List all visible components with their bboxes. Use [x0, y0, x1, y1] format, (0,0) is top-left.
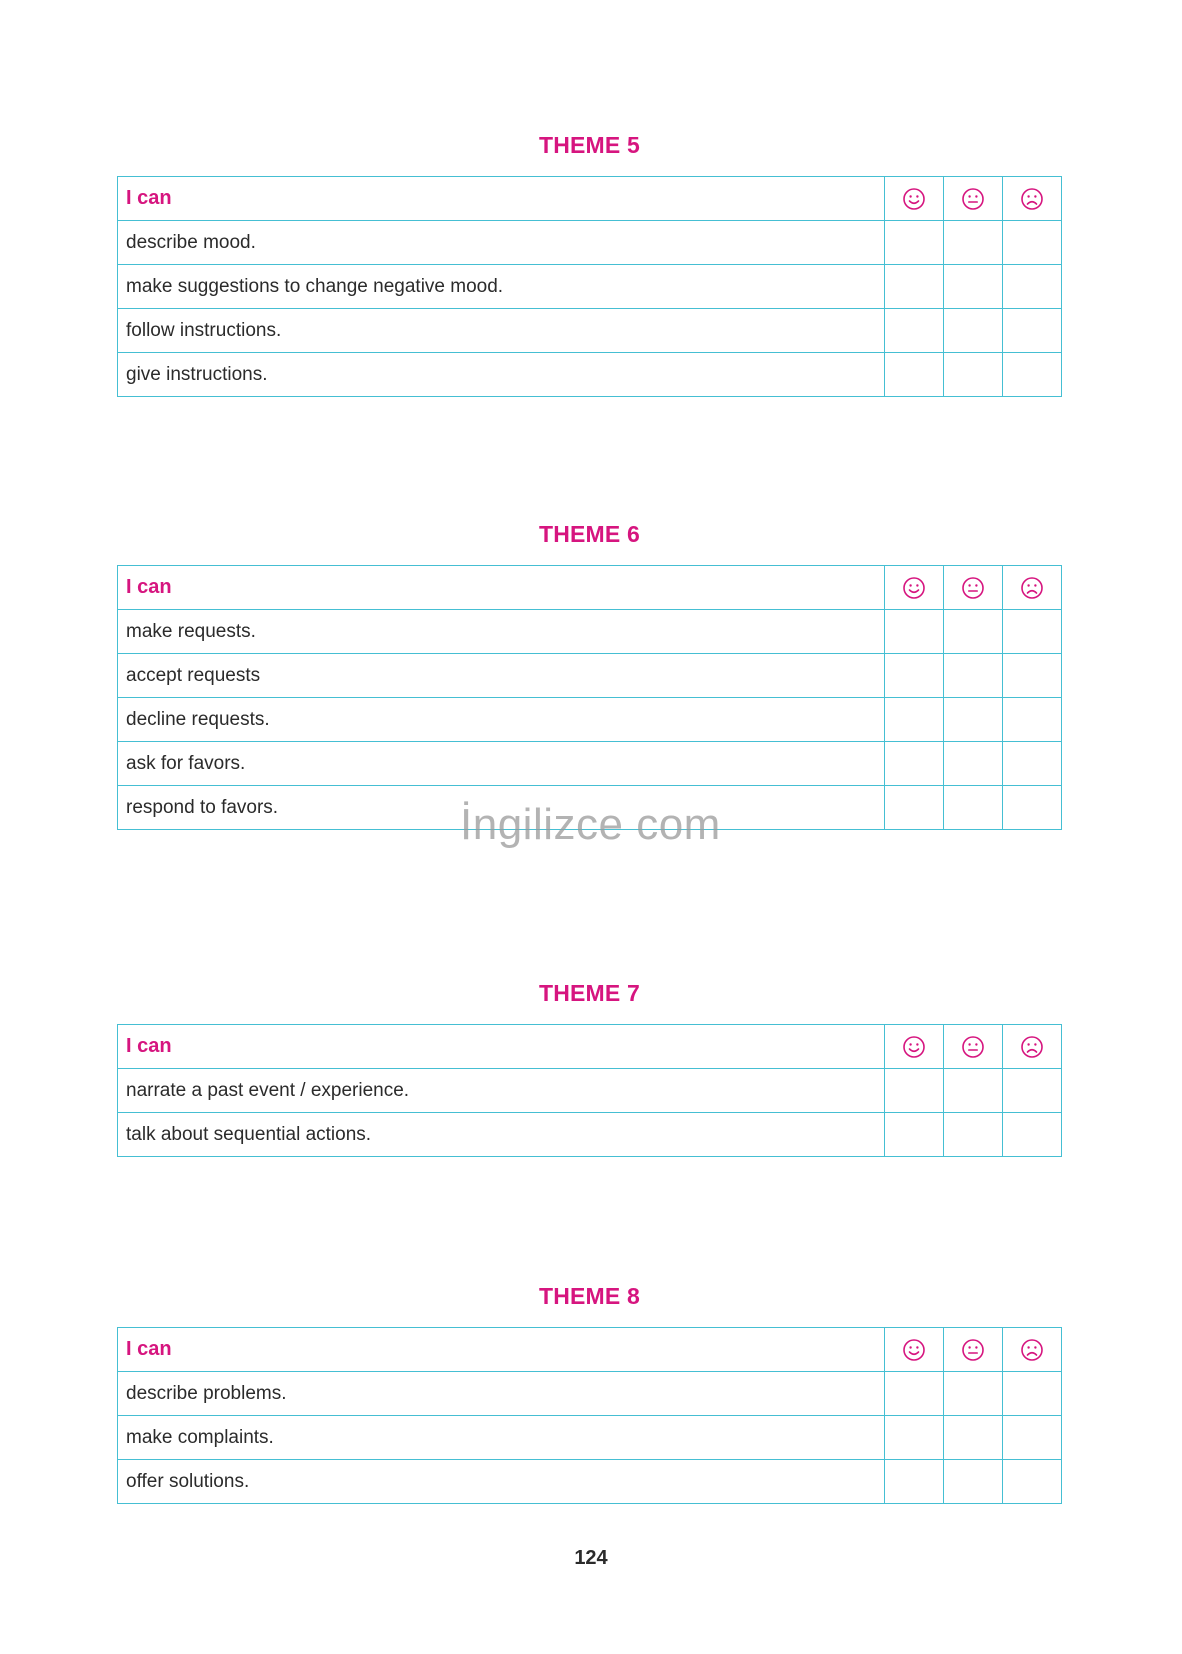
statement-cell: decline requests. — [118, 698, 885, 742]
rating-cell-neutral[interactable] — [944, 786, 1003, 830]
rating-cell-sad[interactable] — [1003, 353, 1062, 397]
rating-cell-happy[interactable] — [885, 1372, 944, 1416]
self-assessment-table — [117, 1024, 1062, 1157]
sad-face-icon — [1020, 1338, 1044, 1362]
table-row — [118, 698, 1062, 742]
rating-cell-happy[interactable] — [885, 610, 944, 654]
rating-cell-neutral[interactable] — [944, 221, 1003, 265]
table-row — [118, 610, 1062, 654]
rating-cell-neutral[interactable] — [944, 1069, 1003, 1113]
rating-happy-header — [885, 177, 944, 221]
statement-cell: make requests. — [118, 610, 885, 654]
rating-sad-header — [1003, 1025, 1062, 1069]
self-assessment-table — [117, 1327, 1062, 1504]
self-assessment-table — [117, 565, 1062, 830]
theme-7-section — [117, 980, 1062, 1180]
rating-neutral-header — [944, 1328, 1003, 1372]
page-number: 124 — [574, 1547, 608, 1569]
table-row — [118, 654, 1062, 698]
self-assessment-table — [117, 176, 1062, 397]
statement-cell: follow instructions. — [118, 309, 885, 353]
neutral-face-icon — [961, 187, 985, 211]
statement-cell: make suggestions to change negative mood. — [118, 265, 885, 309]
smiling-face-icon — [902, 576, 926, 600]
rating-cell-sad[interactable] — [1003, 786, 1062, 830]
table-row — [118, 353, 1062, 397]
rating-cell-happy[interactable] — [885, 786, 944, 830]
watermark: İngilizce com — [460, 800, 721, 849]
theme-title: THEME 6 — [538, 521, 641, 547]
rating-cell-happy[interactable] — [885, 698, 944, 742]
rating-cell-sad[interactable] — [1003, 221, 1062, 265]
theme-title: THEME 8 — [538, 1283, 641, 1309]
smiling-face-icon — [902, 187, 926, 211]
smiling-face-icon — [902, 1035, 926, 1059]
statement-cell: offer solutions. — [118, 1460, 885, 1504]
table-header-row — [118, 1328, 1062, 1372]
rating-cell-neutral[interactable] — [944, 1416, 1003, 1460]
sad-face-icon — [1020, 1035, 1044, 1059]
table-row — [118, 1416, 1062, 1460]
theme-title: THEME 5 — [538, 132, 641, 158]
theme-title: THEME 7 — [538, 980, 641, 1006]
rating-cell-sad[interactable] — [1003, 654, 1062, 698]
table-row — [118, 1069, 1062, 1113]
table-row — [118, 742, 1062, 786]
rating-cell-happy[interactable] — [885, 654, 944, 698]
rating-cell-happy[interactable] — [885, 353, 944, 397]
rating-cell-sad[interactable] — [1003, 309, 1062, 353]
sad-face-icon — [1020, 576, 1044, 600]
rating-happy-header — [885, 1025, 944, 1069]
rating-happy-header — [885, 566, 944, 610]
rating-neutral-header — [944, 566, 1003, 610]
table-row — [118, 1113, 1062, 1157]
statement-cell: describe problems. — [118, 1372, 885, 1416]
rating-cell-happy[interactable] — [885, 1069, 944, 1113]
rating-cell-neutral[interactable] — [944, 1113, 1003, 1157]
rating-cell-neutral[interactable] — [944, 309, 1003, 353]
table-row — [118, 265, 1062, 309]
rating-sad-header — [1003, 566, 1062, 610]
rating-cell-happy[interactable] — [885, 1416, 944, 1460]
theme-5-section — [117, 132, 1062, 422]
rating-cell-sad[interactable] — [1003, 742, 1062, 786]
rating-neutral-header — [944, 1025, 1003, 1069]
rating-cell-sad[interactable] — [1003, 610, 1062, 654]
rating-neutral-header — [944, 177, 1003, 221]
rating-cell-happy[interactable] — [885, 1113, 944, 1157]
table-row — [118, 221, 1062, 265]
rating-cell-neutral[interactable] — [944, 1460, 1003, 1504]
rating-cell-neutral[interactable] — [944, 654, 1003, 698]
rating-cell-sad[interactable] — [1003, 1460, 1062, 1504]
i-can-header: I can — [118, 177, 885, 221]
table-row — [118, 1460, 1062, 1504]
i-can-header: I can — [118, 1328, 885, 1372]
rating-cell-happy[interactable] — [885, 742, 944, 786]
table-header-row — [118, 1025, 1062, 1069]
rating-happy-header — [885, 1328, 944, 1372]
rating-cell-sad[interactable] — [1003, 1372, 1062, 1416]
rating-cell-happy[interactable] — [885, 265, 944, 309]
neutral-face-icon — [961, 576, 985, 600]
rating-cell-neutral[interactable] — [944, 698, 1003, 742]
rating-cell-happy[interactable] — [885, 309, 944, 353]
rating-sad-header — [1003, 1328, 1062, 1372]
statement-cell: narrate a past event / experience. — [118, 1069, 885, 1113]
rating-cell-sad[interactable] — [1003, 1069, 1062, 1113]
rating-sad-header — [1003, 177, 1062, 221]
table-header-row — [118, 177, 1062, 221]
smiling-face-icon — [902, 1338, 926, 1362]
rating-cell-neutral[interactable] — [944, 353, 1003, 397]
statement-cell: talk about sequential actions. — [118, 1113, 885, 1157]
rating-cell-neutral[interactable] — [944, 610, 1003, 654]
rating-cell-neutral[interactable] — [944, 1372, 1003, 1416]
rating-cell-sad[interactable] — [1003, 265, 1062, 309]
rating-cell-neutral[interactable] — [944, 742, 1003, 786]
rating-cell-sad[interactable] — [1003, 698, 1062, 742]
statement-cell: respond to favors. — [118, 786, 885, 830]
statement-cell: describe mood. — [118, 221, 885, 265]
rating-cell-sad[interactable] — [1003, 1113, 1062, 1157]
rating-cell-neutral[interactable] — [944, 265, 1003, 309]
i-can-header: I can — [118, 1025, 885, 1069]
table-header-row — [118, 566, 1062, 610]
rating-cell-sad[interactable] — [1003, 1416, 1062, 1460]
neutral-face-icon — [961, 1338, 985, 1362]
statement-cell: accept requests — [118, 654, 885, 698]
rating-cell-happy[interactable] — [885, 221, 944, 265]
table-row — [118, 309, 1062, 353]
statement-cell: make complaints. — [118, 1416, 885, 1460]
sad-face-icon — [1020, 187, 1044, 211]
i-can-header: I can — [118, 566, 885, 610]
neutral-face-icon — [961, 1035, 985, 1059]
statement-cell: ask for favors. — [118, 742, 885, 786]
table-row — [118, 1372, 1062, 1416]
rating-cell-happy[interactable] — [885, 1460, 944, 1504]
theme-8-section — [117, 1283, 1062, 1528]
statement-cell: give instructions. — [118, 353, 885, 397]
